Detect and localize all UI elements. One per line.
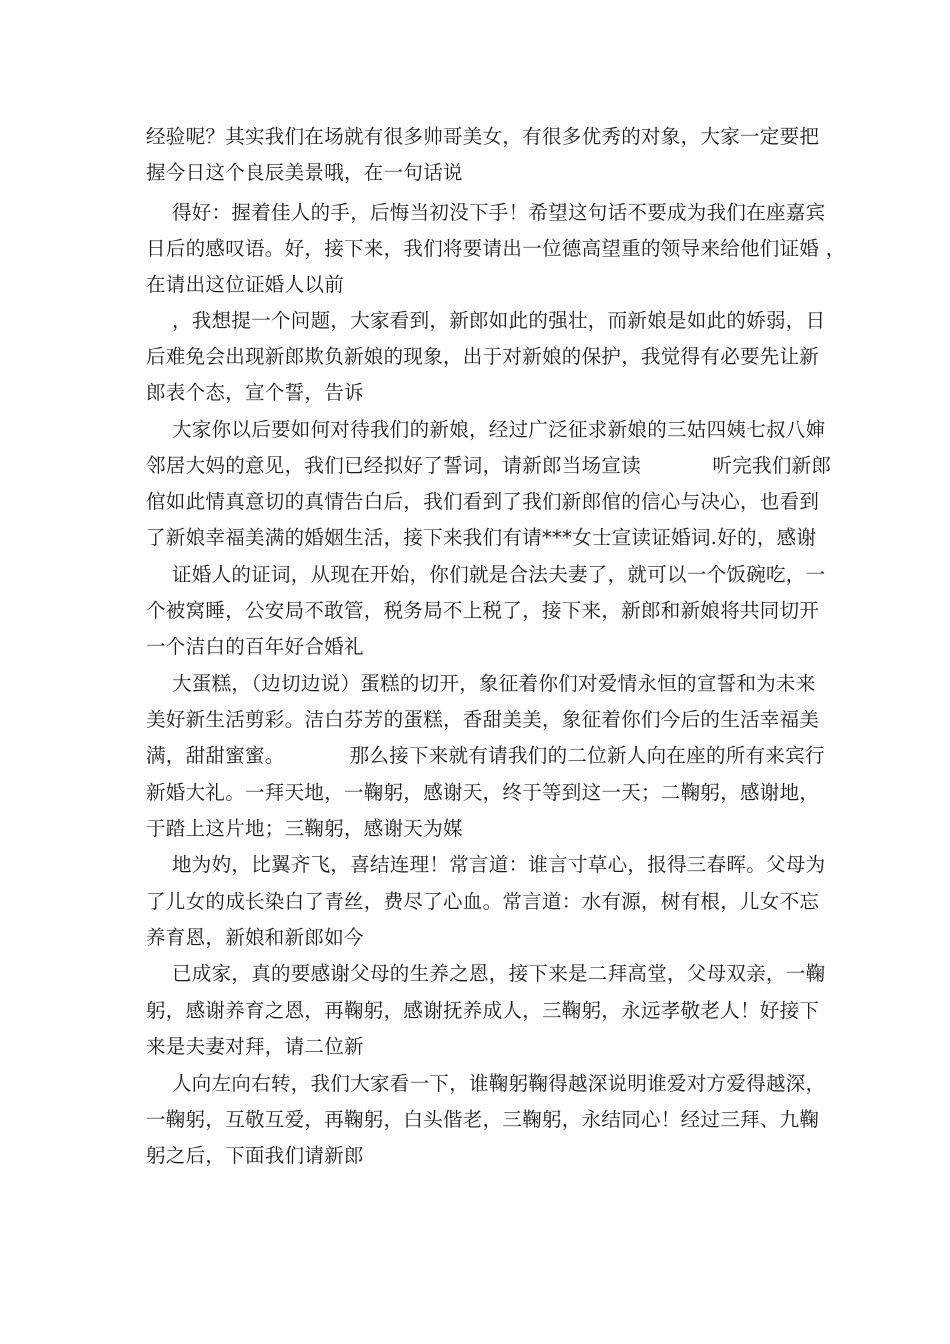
text-line: 养育恩，新娘和新郎如今 [146, 926, 364, 949]
text-line: 得好：握着佳人的手，后悔当初没下手！希望这句话不要成为我们在座嘉宾 [172, 201, 826, 224]
text-line: 握今日这个良辰美景哦，在一句话说 [146, 161, 463, 184]
text-line: 倌如此情真意切的真情告白后，我们看到了我们新郎倌的信心与决心，也看到 [146, 490, 820, 513]
text-line: 大蛋糕，（边切边说）蛋糕的切开，象征着你们对爱情永恒的宣誓和为未来 [172, 672, 816, 695]
text-line: 躬之后，下面我们请新郎 [146, 1144, 364, 1167]
text-line: 个被窝睡，公安局不敢管，税务局不上税了，接下来，新郎和新娘将共同切开 [146, 599, 820, 622]
text-line: ，我想提一个问题，大家看到，新郎如此的强壮，而新娘是如此的娇弱，日 [172, 309, 826, 332]
text-line: 一鞠躬，互敬互爱，再鞠躬，白头偕老，三鞠躬，永结同心！经过三拜、九鞠 [146, 1108, 820, 1131]
text-line: 地为妁，比翼齐飞，喜结连理！常言道：谁言寸草心，报得三春晖。父母为 [172, 853, 826, 876]
text-line: 后难免会出现新郎欺负新娘的现象，出于对新娘的保护，我觉得有必要先让新 [146, 345, 820, 368]
text-line: 大家你以后要如何对待我们的新娘，经过广泛征求新娘的三姑四姨七叔八婶 [172, 418, 826, 441]
text-line: 日后的感叹语。好，接下来，我们将要请出一位德高望重的领导来给他们证婚 ， [146, 237, 846, 260]
text-line: 了新娘幸福美满的婚姻生活，接下来我们有请***女士宣读证婚词.好的，感谢 [146, 526, 817, 549]
text-line: 人向左向右转，我们大家看一下，谁鞠躬鞠得越深说明谁爱对方爱得越深， [172, 1072, 826, 1095]
text-line: 经验呢？其实我们在场就有很多帅哥美女，有很多优秀的对象，大家一定要把 [146, 125, 820, 148]
text-line: 新婚大礼。一拜天地，一鞠躬，感谢天，终于等到这一天；二鞠躬，感谢地， [146, 781, 820, 804]
text-line: 满，甜甜蜜蜜。 那么接下来就有请我们的二位新人向在座的所有来宾行 [146, 744, 825, 767]
text-line: 已成家，真的要感谢父母的生养之恩，接下来是二拜高堂，父母双亲，一鞠 [172, 962, 826, 985]
text-line: 于踏上这片地；三鞠躬，感谢天为媒 [146, 817, 463, 840]
text-line: 了儿女的成长染白了青丝，费尽了心血。常言道：水有源，树有根，儿女不忘 [146, 890, 820, 913]
text-line: 美好新生活剪彩。洁白芬芳的蛋糕，香甜美美，象征着你们今后的生活幸福美 [146, 708, 820, 731]
text-line: 证婚人的证词，从现在开始，你们就是合法夫妻了，就可以一个饭碗吃，一 [172, 563, 826, 586]
text-line: 郎表个态，宣个誓，告诉 [146, 381, 364, 404]
text-line: 邻居大妈的意见，我们已经拟好了誓词，请新郎当场宣读 听完我们新郎 [146, 454, 832, 477]
text-line: 一个洁白的百年好合婚礼 [146, 635, 364, 658]
text-line: 在请出这位证婚人以前 [146, 273, 345, 296]
text-line: 来是夫妻对拜，请二位新 [146, 1035, 364, 1058]
text-line: 躬，感谢养育之恩，再鞠躬，感谢抚养成人，三鞠躬，永远孝敬老人！好接下 [146, 999, 820, 1022]
